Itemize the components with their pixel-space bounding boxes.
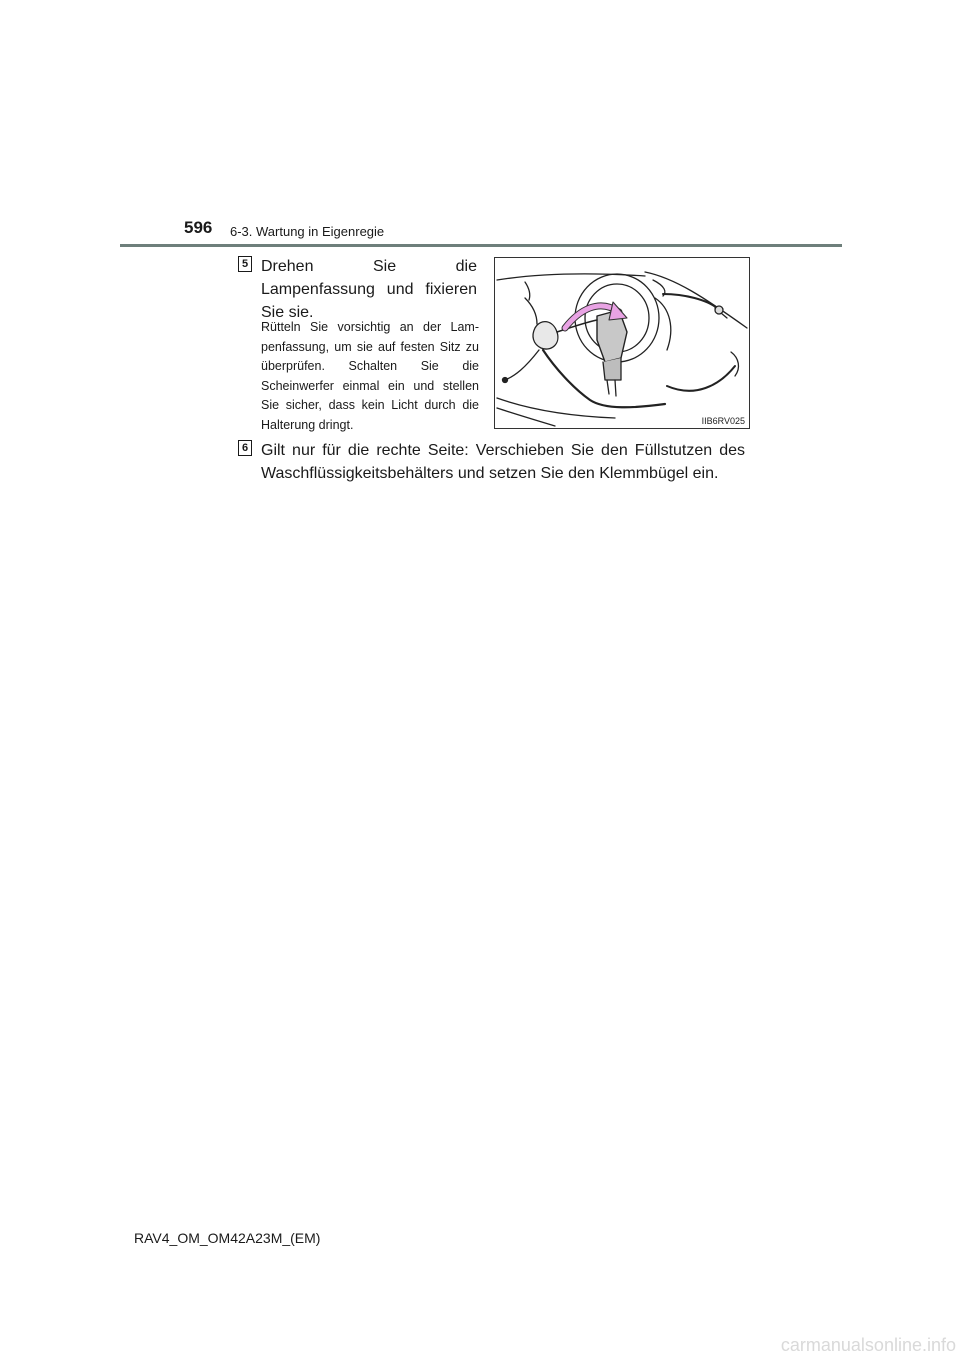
step-6-text: Gilt nur für die rechte Seite: Verschieben Sie den Füllstutzen des Waschflüssigkeitsbehälters und setzen Sie den Klemmbügel ein.	[261, 442, 745, 482]
figure-code: IIB6RV025	[701, 416, 745, 426]
step-5-heading: Drehen Sie die Lampenfassung und fixieren Sie sie.	[261, 258, 477, 321]
footer-document-id: RAV4_OM_OM42A23M_(EM)	[134, 1230, 321, 1246]
step-5-badge: 5	[238, 256, 252, 272]
step-5-note: Rütteln Sie vorsichtig an der Lam-penfassung, um sie auf festen Sitz zu überprüfen. Schalten Sie die Scheinwerfer einmal ein und stellen Sie sicher, dass kein Licht durch die Halterung dringt.	[261, 320, 479, 432]
section-label: 6-3. Wartung in Eigenregie	[230, 224, 385, 239]
step-6-badge: 6	[238, 440, 252, 456]
watermark: carmanualsonline.info	[780, 1335, 956, 1355]
headlight-socket-illustration	[494, 257, 750, 429]
header-rule	[120, 244, 842, 247]
page-number: 596	[184, 218, 213, 237]
